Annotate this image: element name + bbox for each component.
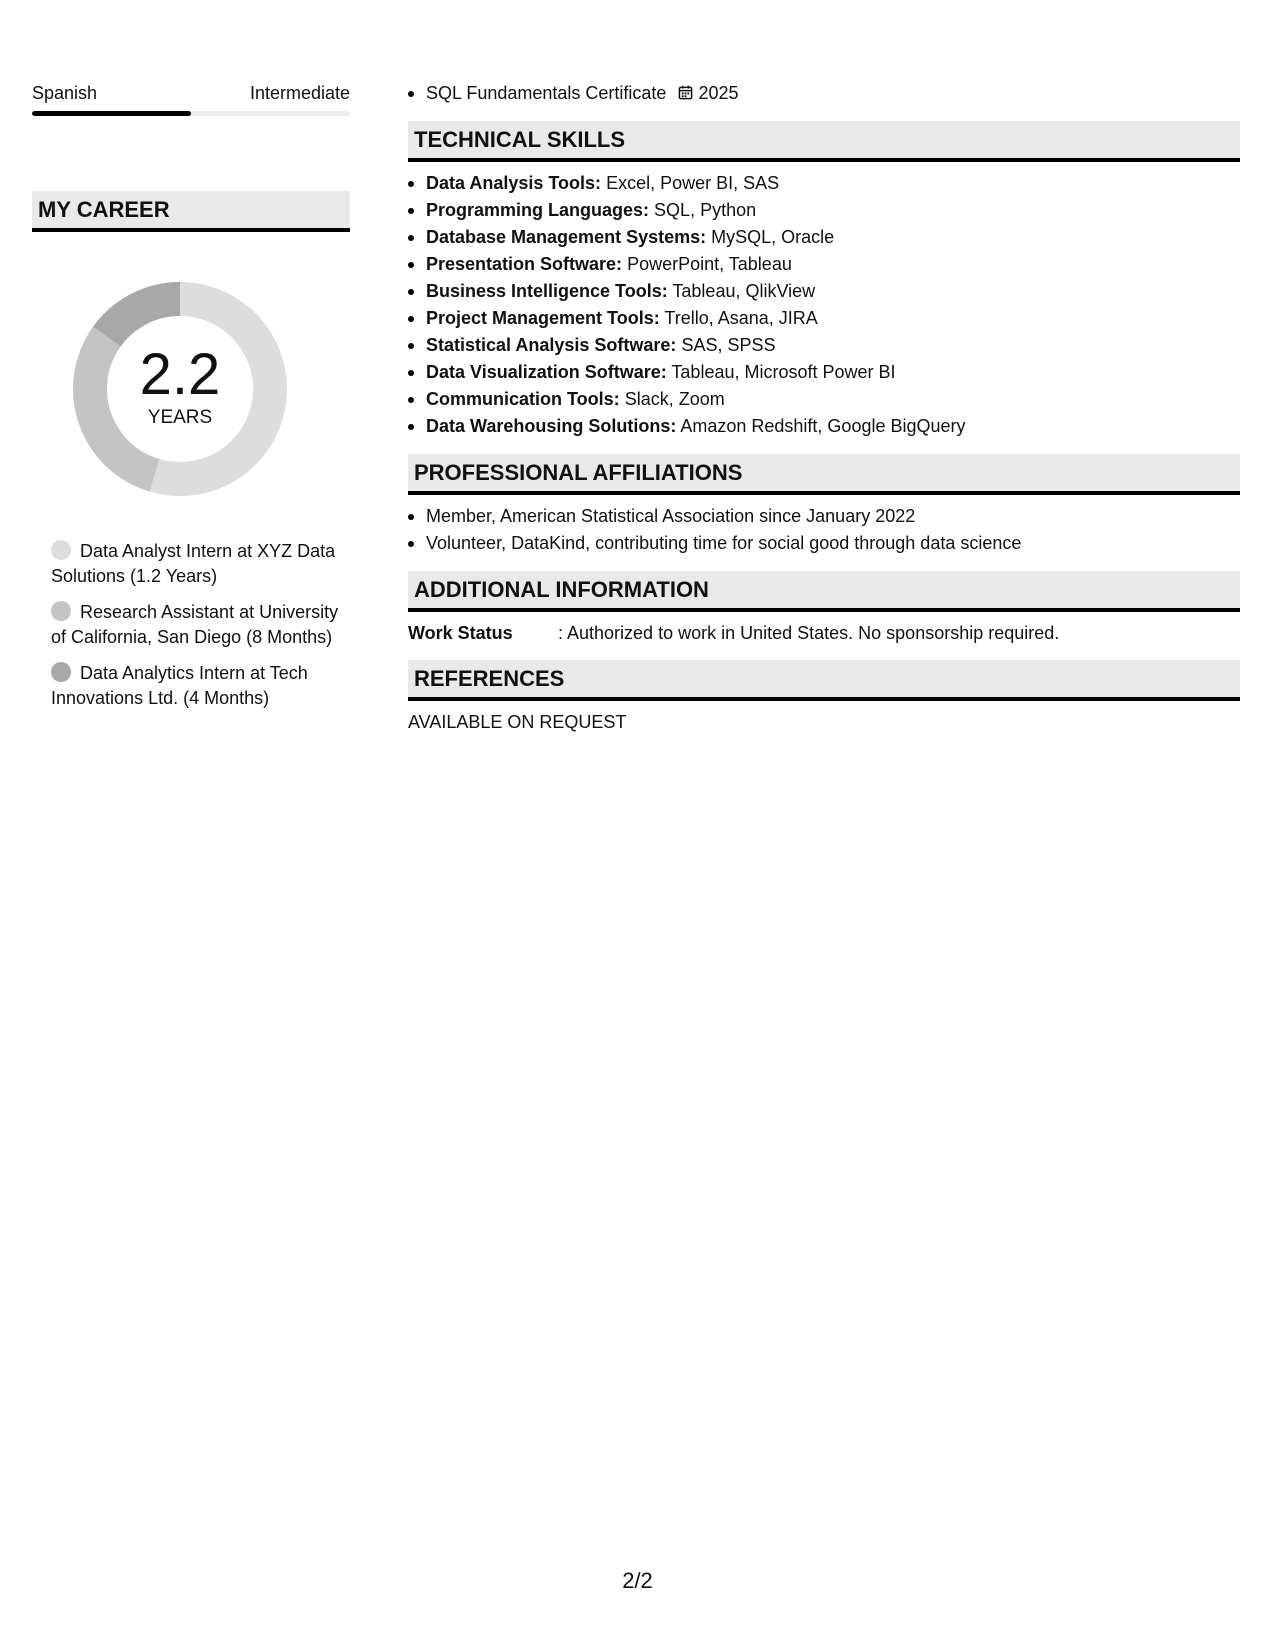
- calendar-icon: [678, 85, 693, 100]
- certificate-year: 2025: [698, 83, 739, 103]
- skill-label: Statistical Analysis Software:: [426, 335, 677, 355]
- affiliation-item: Volunteer, DataKind, contributing time for social good through data science: [408, 530, 1240, 557]
- skill-value: Tableau, QlikView: [672, 281, 816, 301]
- skill-label: Project Management Tools:: [426, 308, 660, 328]
- technical-skills-heading: TECHNICAL SKILLS: [408, 121, 1240, 162]
- language-level: Intermediate: [249, 83, 350, 103]
- skill-item: [408, 278, 1240, 305]
- career-heading: MY CAREER: [32, 191, 350, 232]
- legend-dot-icon: [51, 601, 71, 621]
- skill-value: SAS, SPSS: [681, 335, 776, 355]
- legend-label: Data Analytics Intern at Tech Innovations Ltd. (4 Months): [51, 663, 308, 708]
- technical-skills-list: [408, 170, 1240, 440]
- skill-item: [408, 251, 1240, 278]
- language-proficiency-bar: [32, 111, 350, 116]
- certificate-date: [678, 83, 738, 103]
- legend-item: [51, 539, 350, 589]
- skill-label: Data Analysis Tools:: [426, 173, 602, 193]
- skill-label: Presentation Software:: [426, 254, 623, 274]
- career-donut-chart: [67, 276, 293, 502]
- legend-dot-icon: [51, 540, 71, 560]
- affiliations-heading: PROFESSIONAL AFFILIATIONS: [408, 454, 1240, 495]
- skill-value: Tableau, Microsoft Power BI: [671, 362, 896, 382]
- references-heading: REFERENCES: [408, 660, 1240, 701]
- page-number: 2/2: [622, 1568, 653, 1593]
- left-column: [32, 80, 350, 722]
- additional-info-heading: ADDITIONAL INFORMATION: [408, 571, 1240, 612]
- right-column: [408, 80, 1240, 735]
- references-text: AVAILABLE ON REQUEST: [408, 712, 627, 732]
- skill-value: Amazon Redshift, Google BigQuery: [680, 416, 966, 436]
- career-total-years: 2.2: [139, 342, 221, 407]
- legend-item: [51, 661, 350, 711]
- skill-label: Data Visualization Software:: [426, 362, 667, 382]
- legend-dot-icon: [51, 662, 71, 682]
- work-status-value: : Authorized to work in United States. No sponsorship required.: [558, 623, 1060, 643]
- work-status-row: [408, 620, 1240, 646]
- skill-value: PowerPoint, Tableau: [627, 254, 792, 274]
- legend-label: Data Analyst Intern at XYZ Data Solutions (1.2 Years): [51, 541, 336, 586]
- skill-label: Communication Tools:: [426, 389, 620, 409]
- skill-label: Database Management Systems:: [426, 227, 707, 247]
- affiliations-list: [408, 503, 1240, 557]
- skill-item: [408, 170, 1240, 197]
- skill-label: Business Intelligence Tools:: [426, 281, 668, 301]
- skill-item: [408, 359, 1240, 386]
- skill-item: [408, 224, 1240, 251]
- skill-value: Excel, Power BI, SAS: [606, 173, 780, 193]
- work-status-label: Work Status: [408, 623, 513, 643]
- skill-item: [408, 305, 1240, 332]
- language-name: Spanish: [32, 83, 98, 103]
- skill-item: [408, 332, 1240, 359]
- language-row: [32, 80, 350, 106]
- skill-item: [408, 386, 1240, 413]
- skill-value: SQL, Python: [654, 200, 757, 220]
- legend-label: Research Assistant at University of California, San Diego (8 Months): [51, 602, 339, 647]
- skill-value: Trello, Asana, JIRA: [664, 308, 818, 328]
- career-total-unit: YEARS: [147, 407, 213, 428]
- skill-label: Programming Languages:: [426, 200, 650, 220]
- donut-center: [67, 276, 293, 502]
- affiliation-item: Member, American Statistical Association since January 2022: [408, 503, 1240, 530]
- skill-value: Slack, Zoom: [624, 389, 725, 409]
- skill-item: [408, 413, 1240, 440]
- certificate-name: SQL Fundamentals Certificate: [426, 83, 667, 103]
- certificate-list: [408, 80, 1240, 107]
- skill-value: MySQL, Oracle: [711, 227, 835, 247]
- career-legend: [32, 539, 350, 711]
- certificate-item: [408, 80, 1240, 107]
- language-proficiency-fill: [32, 111, 191, 116]
- skill-item: [408, 197, 1240, 224]
- legend-item: [51, 600, 350, 650]
- skill-label: Data Warehousing Solutions:: [426, 416, 677, 436]
